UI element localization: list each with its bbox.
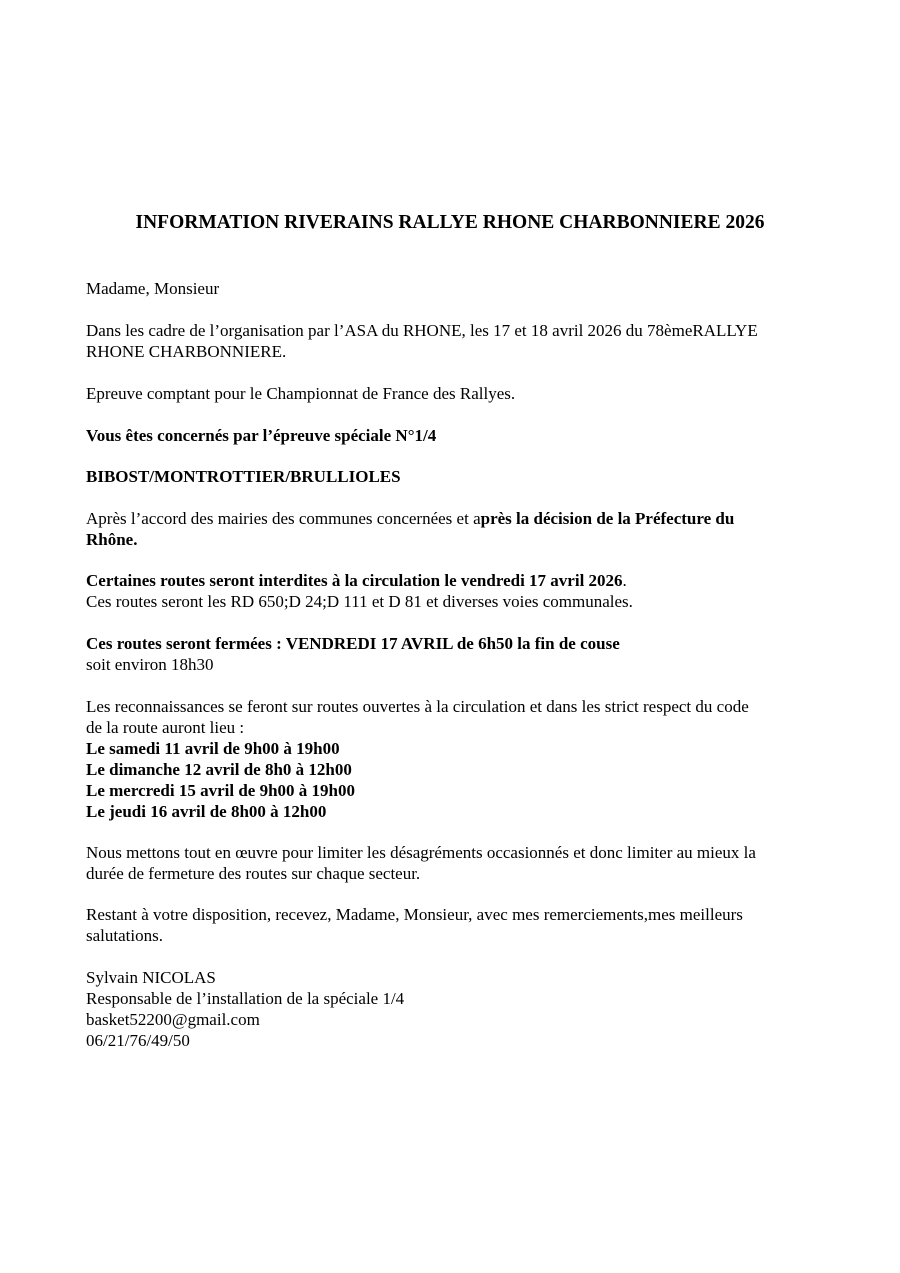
closure-paragraph — [86, 570, 816, 612]
signature-role: Responsable de l’installation de la spéciale 1/4 — [86, 989, 405, 1008]
closed-time-paragraph — [86, 633, 816, 675]
championship-text: Epreuve comptant pour le Championnat de France des Rallyes. — [86, 384, 516, 403]
concerned-heading: Vous êtes concernés par l’épreuve spéciale N°1/4 — [86, 426, 437, 445]
closed-time-plain: soit environ 18h30 — [86, 655, 214, 674]
closing-paragraph — [86, 904, 816, 946]
signature-name: Sylvain NICOLAS — [86, 968, 216, 987]
letter-title: INFORMATION RIVERAINS RALLYE RHONE CHARBONNIERE 2026 — [135, 212, 765, 233]
agreement-bold-line-2: Rhône. — [86, 530, 138, 549]
closure-dot: . — [622, 571, 627, 590]
agreement-plain: Après l’accord des mairies des communes concernées et a — [86, 509, 481, 528]
closing-line-1: Restant à votre disposition, recevez, Madame, Monsieur, avec mes remerciements,mes meilleurs — [86, 905, 743, 924]
closed-time-bold: Ces routes seront fermées : VENDREDI 17 AVRIL de 6h50 la fin de couse — [86, 634, 620, 653]
effort-line-1: Nous mettons tout en œuvre pour limiter les désagréments occasionnés et donc limiter au mieux la — [86, 843, 756, 862]
intro-line-1: Dans les cadre de l’organisation par l’ASA du RHONE, les 17 et 18 avril 2026 du 78èmeRALLYE — [86, 321, 758, 340]
recon-date: Le jeudi 16 avril de 8h00 à 12h00 — [86, 802, 327, 821]
closing-line-2: salutations. — [86, 926, 163, 945]
recon-paragraph — [86, 696, 816, 822]
closure-roads: Ces routes seront les RD 650;D 24;D 111 et D 81 et diverses voies communales. — [86, 592, 633, 611]
signature-block — [86, 967, 816, 1051]
intro-line-2: RHONE CHARBONNIERE. — [86, 342, 287, 361]
agreement-bold: près la décision de la Préfecture du — [480, 509, 735, 528]
signature-phone: 06/21/76/49/50 — [86, 1031, 190, 1050]
recon-date: Le mercredi 15 avril de 9h00 à 19h00 — [86, 781, 355, 800]
recon-date: Le samedi 11 avril de 9h00 à 19h00 — [86, 739, 340, 758]
effort-paragraph — [86, 842, 816, 884]
recon-date: Le dimanche 12 avril de 8h0 à 12h00 — [86, 760, 352, 779]
closure-bold: Certaines routes seront interdites à la circulation le vendredi 17 avril 2026 — [86, 571, 623, 590]
intro-paragraph — [86, 320, 816, 362]
signature-email: basket52200@gmail.com — [86, 1010, 260, 1029]
salutation: Madame, Monsieur — [86, 279, 220, 298]
stage-name: BIBOST/MONTROTTIER/BRULLIOLES — [86, 467, 401, 486]
agreement-paragraph — [86, 508, 816, 550]
recon-line-1: Les reconnaissances se feront sur routes ouvertes à la circulation et dans les strict respect du code — [86, 697, 749, 716]
effort-line-2: durée de fermeture des routes sur chaque secteur. — [86, 864, 421, 883]
recon-line-2: de la route auront lieu : — [86, 718, 245, 737]
